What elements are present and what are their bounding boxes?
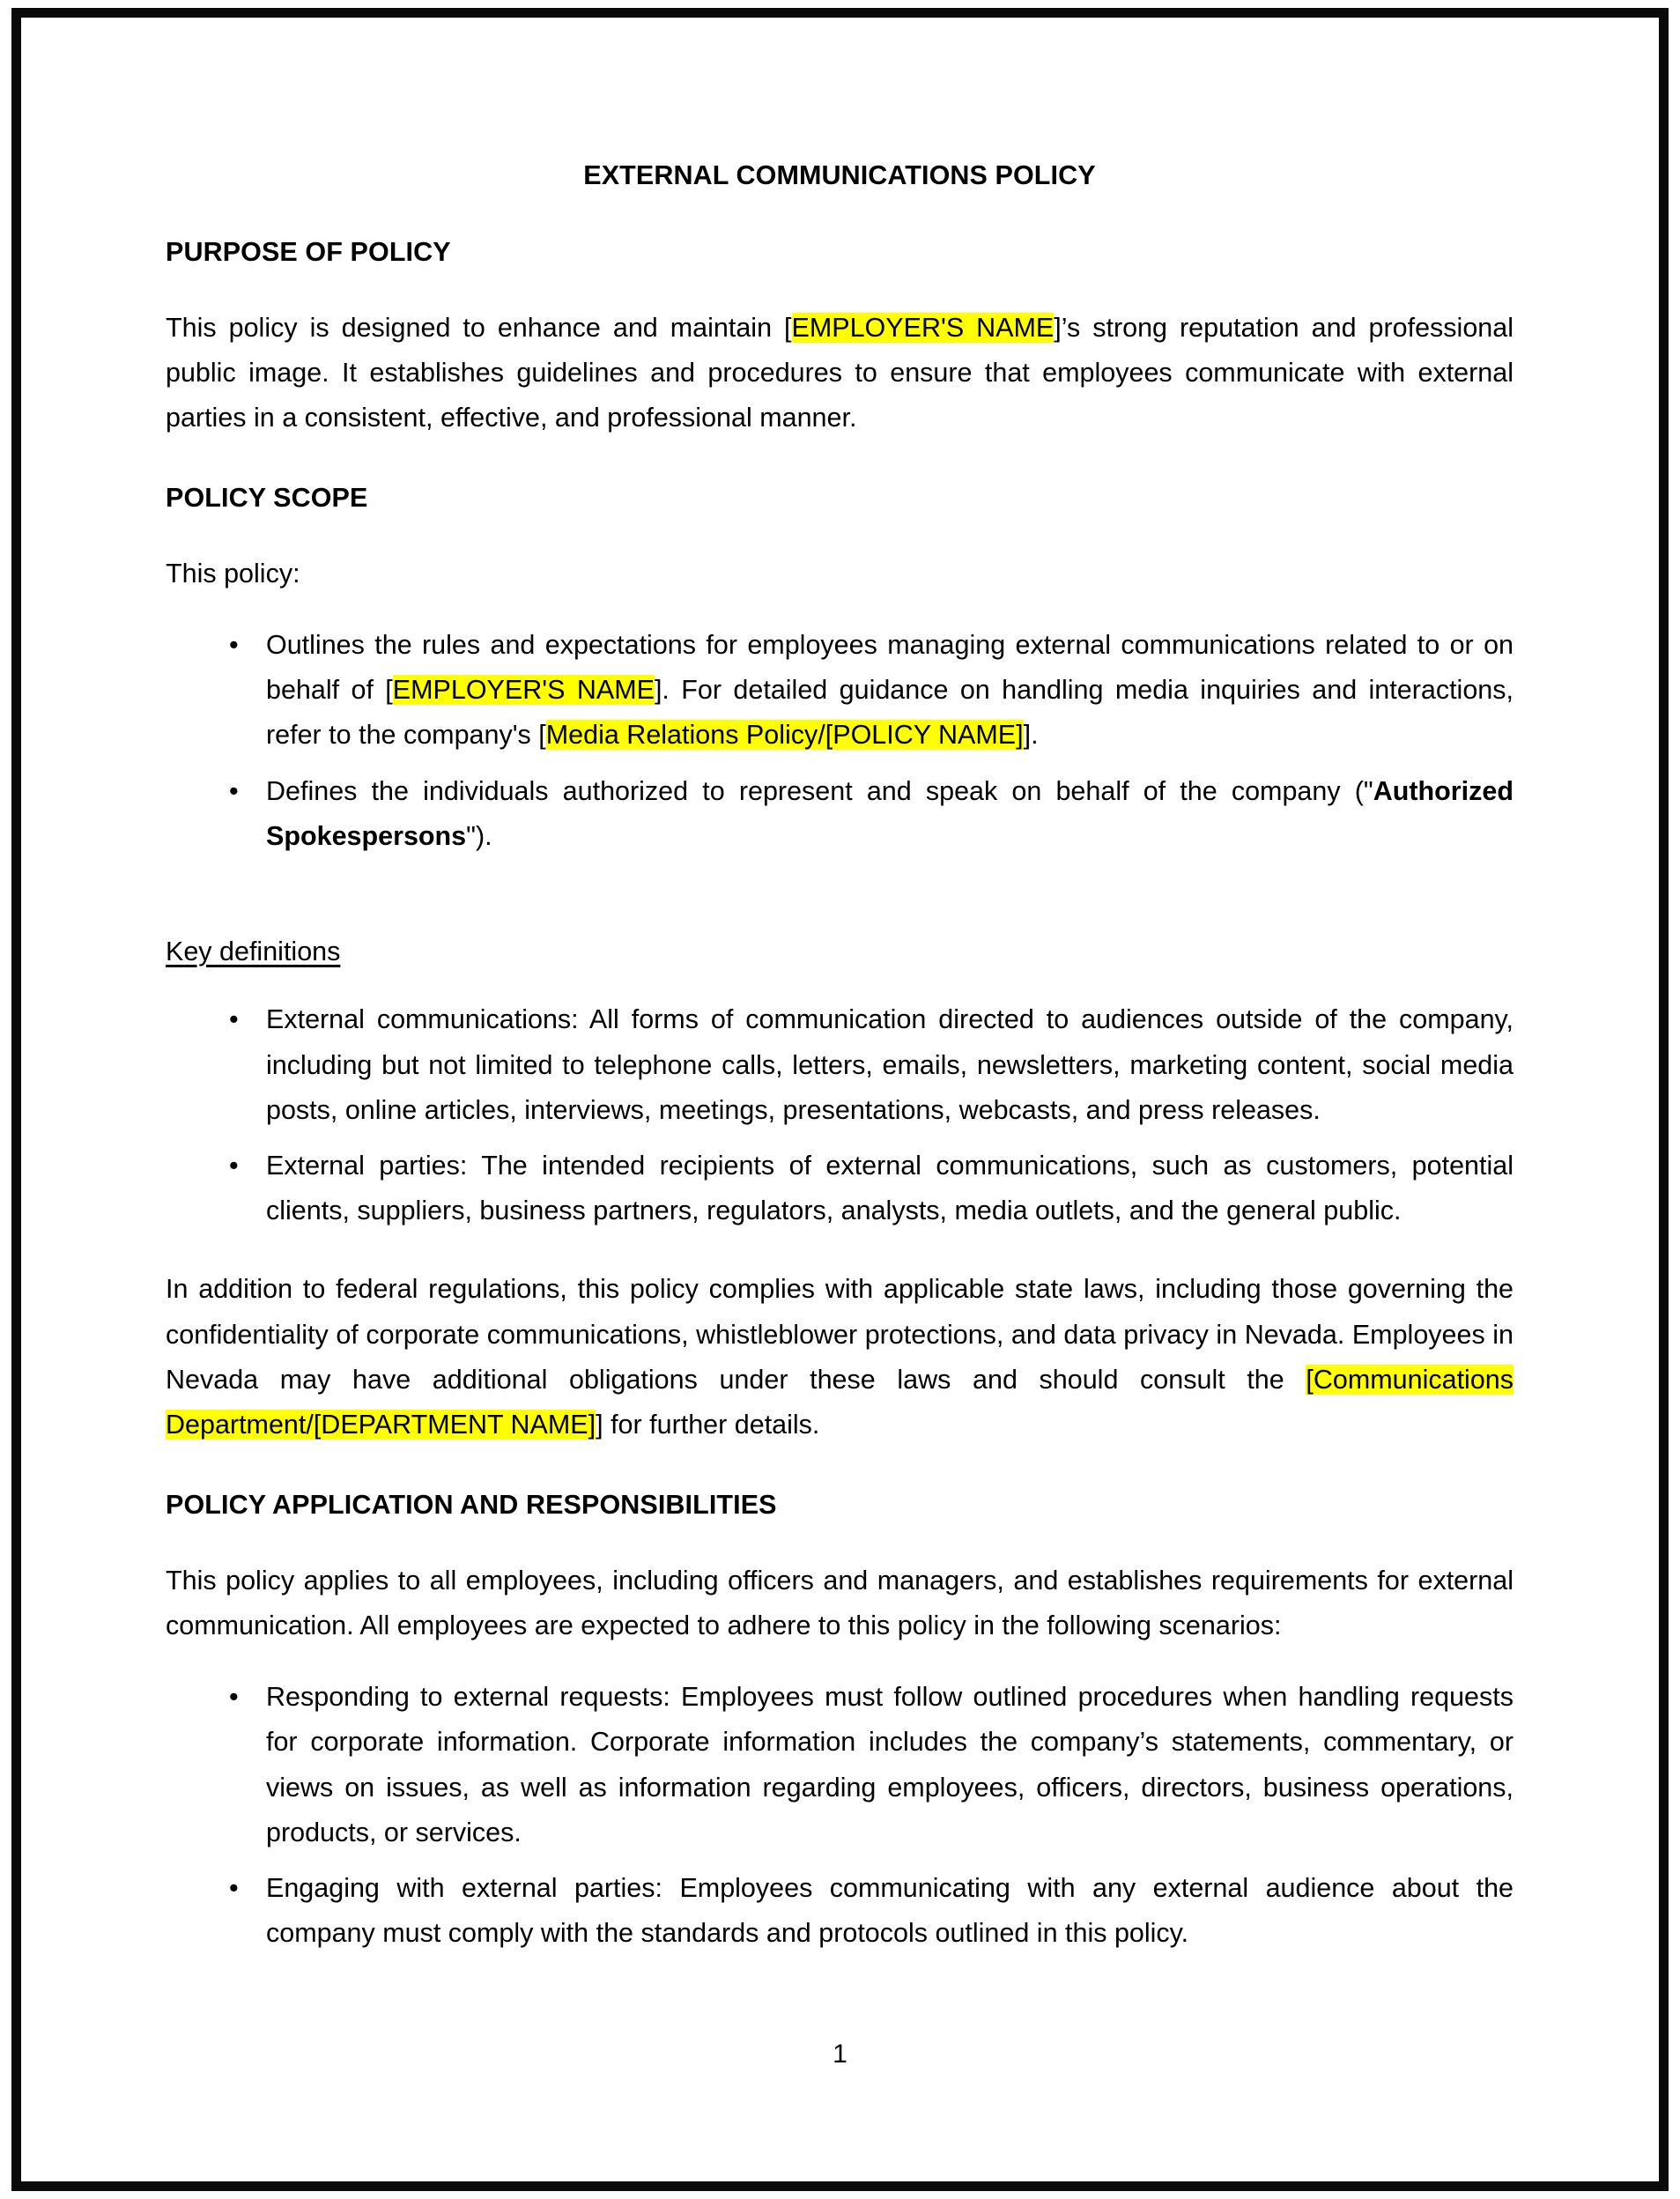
paragraph-application-intro: This policy applies to all employees, including officers and managers, and establishes requirements for external communication. All employees are expected to adhere to this policy in the following scenarios: [166,1565,1513,1640]
scope-b1-part1: Outlines the rules and expectations for employees managing external communications related to or on behalf of [ [266,629,1513,706]
scenario-responding-to-external-requests: Responding to external requests: Employees must follow outlined procedures when handling requests for corporate information. Corporate information includes the company’s statements, commentary, or views on issues, as well as information regarding employees, officers, directors, business operations, products, or services. [266,1682,1513,1847]
subheading-key-definitions-wrap [166,896,1513,971]
scope-b2-part2: "). [466,820,492,851]
placeholder-employers-name: EMPLOYER'S NAME [392,675,655,706]
heading-policy-application: POLICY APPLICATION AND RESPONSIBILITIES [166,1490,777,1521]
scenario-engaging-with-external-parties: Engaging with external parties: Employees communicating with any external audience about the company must comply with the standards and protocols outlined in this policy. [266,1873,1513,1949]
heading-policy-scope: POLICY SCOPE [166,483,368,514]
list-item [166,769,1513,859]
state-law-part1: In addition to federal regulations, this policy complies with applicable state laws, including those governing the confidentiality of corporate communications, whistleblower protections, and data privacy in Nevada. Employees in Nevada may have additional obligations under these laws and should consult the [166,1274,1513,1395]
bullet-icon: • [229,1151,239,1181]
bullet-icon: • [229,775,239,806]
list-item [166,1866,1513,1956]
list-item [166,1144,1513,1233]
purpose-text-part1: This policy is designed to enhance and maintain [ [166,312,792,343]
document-content [166,157,1513,1957]
heading-purpose-of-policy: PURPOSE OF POLICY [166,237,451,268]
state-law-part2: ] for further details. [596,1410,820,1440]
subheading-key-definitions: Key definitions [166,937,341,966]
list-item [166,623,1513,759]
definition-external-parties: External parties: The intended recipients of external communications, such as customers, potential clients, suppliers, business partners, regulators, analysts, media outlets, and the general public. [266,1151,1513,1226]
paragraph-state-law-compliance [166,1267,1513,1447]
bullet-icon: • [229,1682,239,1713]
scope-b1-part2: ]. For detailed guidance on handling media inquiries and interactions, refer to the company's [ [266,675,1513,751]
page-number-footer: 1 [833,2040,847,2069]
list-item [166,997,1513,1133]
paragraph-purpose [166,306,1513,441]
bullet-icon: • [229,1873,239,1904]
bullet-icon: • [229,1004,239,1035]
placeholder-employers-name: EMPLOYER'S NAME [791,312,1055,343]
term-authorized-spokespersons: Authorized Spokespersons [266,775,1513,851]
definition-external-communications: External communications: All forms of communication directed to audiences outside of the company, including but not limited to telephone calls, letters, emails, newsletters, marketing content, social media posts, online articles, interviews, meetings, presentations, webcasts, and press releases. [266,1004,1513,1125]
list-item [166,1675,1513,1855]
list-key-definitions [166,997,1513,1233]
list-policy-scope [166,623,1513,859]
list-policy-application [166,1675,1513,1956]
bullet-icon: • [229,629,239,660]
paragraph-scope-intro: This policy: [166,558,300,589]
scope-b2-part1: Defines the individuals authorized to represent and speak on behalf of the company (" [266,775,1373,806]
placeholder-communications-department: [Communications Department/[DEPARTMENT NAME] [166,1364,1513,1440]
purpose-text-part2: ]’s strong reputation and professional public image. It establishes guidelines and procedures to ensure that employees communicate with external parties in a consistent, effective, and professional manner. [166,312,1513,433]
page-title: EXTERNAL COMMUNICATIONS POLICY [583,160,1096,190]
placeholder-media-relations-policy: Media Relations Policy/[POLICY NAME] [545,720,1024,751]
scope-b1-part3: ]. [1023,720,1039,751]
